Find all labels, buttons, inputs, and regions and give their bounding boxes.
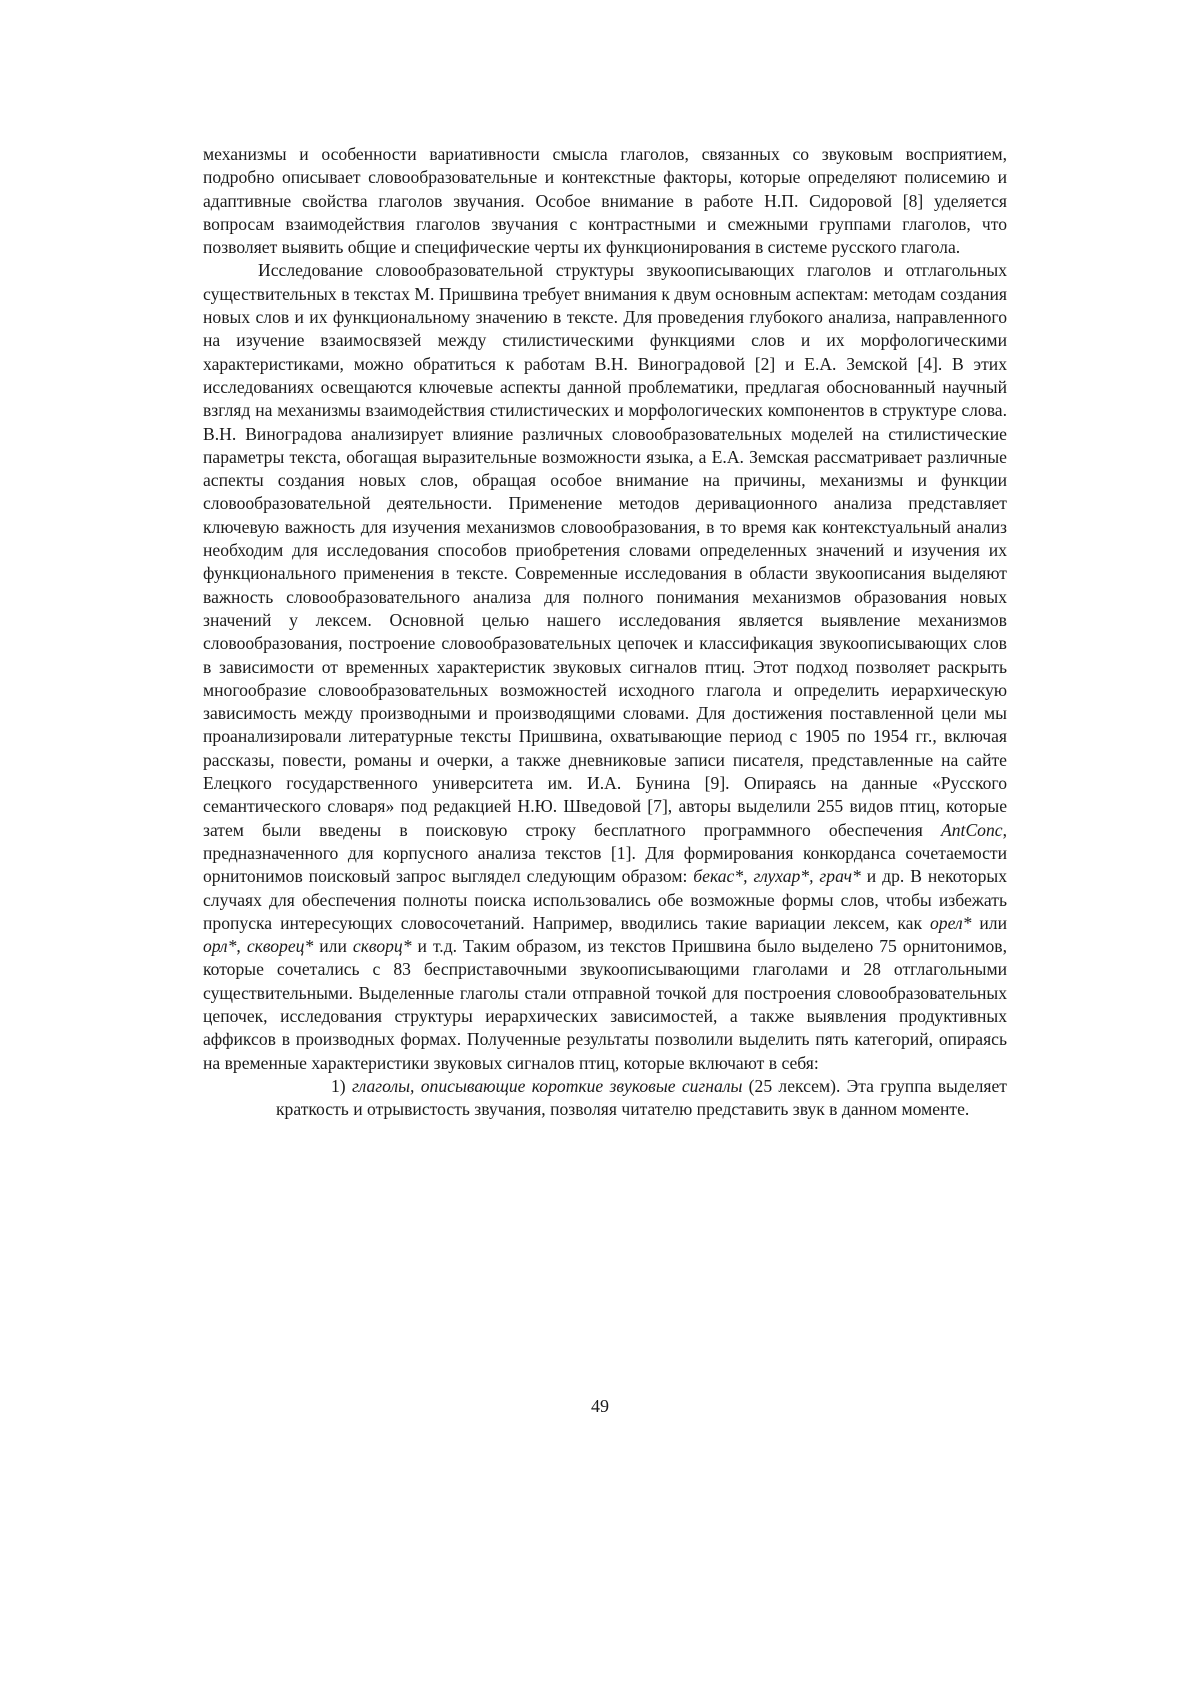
paragraph-2-text: и др. В некоторых случаях для обеспечения полноты поиска использовались обе возможные формы слов, чтобы избежать пропуска интересующих словосочетаний. Например, вводились такие вариации лексем, как (203, 866, 1007, 933)
paragraph-2-text: , предназначенного для корпусного анализа текстов [1]. Для формирования конкорданса сочетаемости орнитонимов поисковый запрос выглядел следующим образом: (203, 820, 1007, 887)
list-item-title: глаголы, описывающие короткие звуковые сигналы (352, 1076, 742, 1096)
list-item-number: 1) (331, 1076, 346, 1096)
lexeme-variant: скворец* (247, 936, 313, 956)
document-page (0, 0, 1200, 1697)
lexeme-variant: орл* (203, 936, 236, 956)
paragraph-2-text: или (971, 913, 1007, 933)
paragraph-1: механизмы и особенности вариативности смысла глаголов, связанных со звуковым восприятием, подробно описывает словообразовательные и контекстные факторы, которые определяют полисемию и адаптивные свойства глаголов звучания. Особое внимание в работе Н.П. Сидоровой [8] уделяется вопросам взаимодействия глаголов звучания с контрастными и смежными группами глаголов, что позволяет выявить общие и специфические черты их функционирования в системе русского глагола. (203, 143, 1007, 259)
paragraph-2-text: или (313, 936, 353, 956)
list-item-1 (276, 1075, 1007, 1122)
search-query-example: бекас*, глухар*, грач* (693, 866, 861, 886)
page-number: 49 (0, 1396, 1200, 1417)
paragraph-2-text: Исследование словообразовательной структуры звукоописывающих глаголов и отглагольных существительных в текстах М. Пришвина требует внимания к двум основным аспектам: методам создания новых слов и их функциональному значению в тексте. Для проведения глубокого анализа, направленного на изучение взаимосвязей между стилистическими функциями слов и их морфологическими характеристиками, можно обратиться к работам В.Н. Виноградовой [2] и Е.А. Земской [4]. В этих исследованиях освещаются ключевые аспекты данной проблематики, предлагая обоснованный научный взгляд на механизмы взаимодействия стилистических и морфологических компонентов в структуре слова. В.Н. Виноградова анализирует влияние различных словообразовательных моделей на стилистические параметры текста, обогащая выразительные возможности языка, а Е.А. Земская рассматривает различные аспекты создания новых слов, обращая особое внимание на причины, механизмы и функции словообразовательной деятельности. Применение методов деривационного анализа представляет ключевую важность для изучения механизмов словообразования, в то время как контекстуальный анализ необходим для исследования способов приобретения словами определенных значений и изучения их функционального применения в тексте. Современные исследования в области звукоописания выделяют важность словообразовательного анализа для полного понимания механизмов образования новых значений у лексем. Основной целью нашего исследования является выявление механизмов словообразования, построение словообразовательных цепочек и классификация звукоописывающих слов в зависимости от временных характеристик звуковых сигналов птиц. Этот подход позволяет раскрыть многообразие словообразовательных возможностей исходного глагола и определить иерархическую зависимость между производными и производящими словами. Для достижения поставленной цели мы проанализировали литературные тексты Пришвина, охватывающие период с 1905 по 1954 гг., включая рассказы, повести, романы и очерки, а также дневниковые записи писателя, представленные на сайте Елецкого государственного университета им. И.А. Бунина [9]. Опираясь на данные «Русского семантического словаря» под редакцией Н.Ю. Шведовой [7], авторы выделили 255 видов птиц, которые затем были введены в поисковую строку бесплатного программного обеспечения (203, 260, 1007, 839)
paragraph-2-text: и т.д. Таким образом, из текстов Пришвина было выделено 75 орнитонимов, которые сочетались с 83 бесприставочными звукоописывающими глаголами и 28 отглагольными существительными. Выделенные глаголы стали отправной точкой для построения словообразовательных цепочек, исследования структуры иерархических зависимостей, а также выявления продуктивных аффиксов в производных формах. Полученные результаты позволили выделить пять категорий, опираясь на временные характеристики звуковых сигналов птиц, которые включают в себя: (203, 936, 1007, 1072)
list-item-text: (25 лексем). Эта группа выделяет краткость и отрывистость звучания, позволяя читателю представить звук в данном моменте. (276, 1076, 1007, 1119)
paragraph-2 (203, 259, 1007, 1074)
lexeme-variant: скворц* (353, 936, 412, 956)
paragraph-2-text: , (236, 936, 246, 956)
software-name: AntConc (941, 820, 1003, 840)
body-text (203, 143, 1007, 1121)
lexeme-variant: орел* (930, 913, 971, 933)
